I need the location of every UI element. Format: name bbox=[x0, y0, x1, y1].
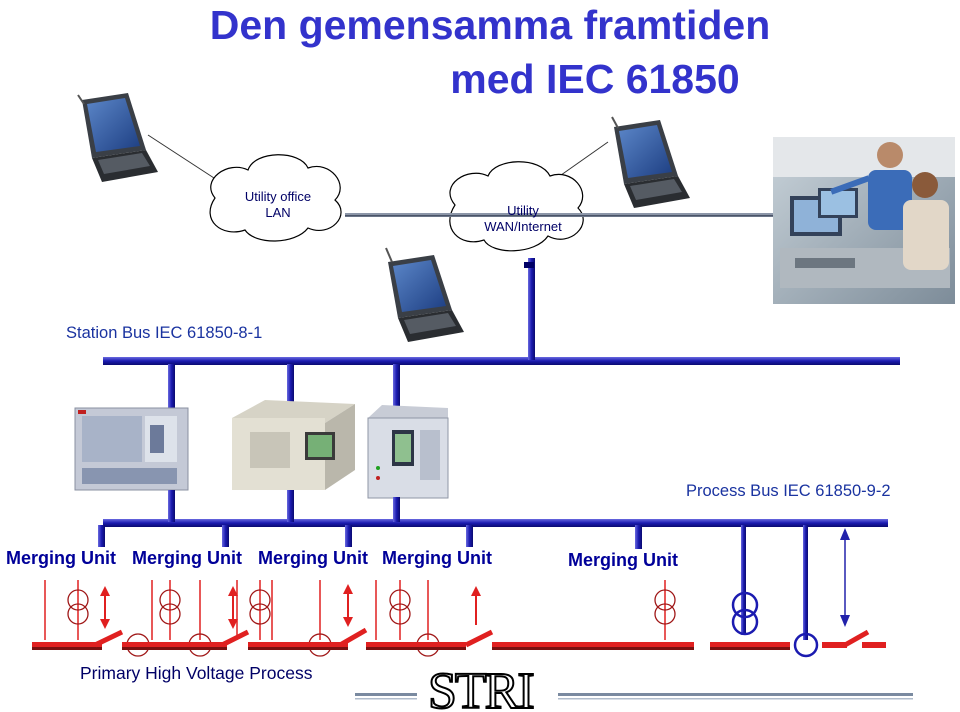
merging-unit-3: Merging Unit bbox=[258, 548, 368, 568]
station-bus-label: Station Bus IEC 61850-8-1 bbox=[66, 324, 263, 342]
title-line-1: Den gemensamma framtiden bbox=[209, 2, 771, 48]
process-bus-label: Process Bus IEC 61850-9-2 bbox=[686, 482, 891, 500]
ied-device-1 bbox=[75, 408, 188, 490]
transformer-icons bbox=[68, 590, 675, 624]
logo-underline bbox=[355, 693, 913, 700]
svg-text:STRI: STRI bbox=[428, 663, 533, 712]
cloud-wan-label bbox=[463, 203, 583, 235]
cloud-wan-line2: WAN/Internet bbox=[484, 219, 562, 234]
primary-process-label: Primary High Voltage Process bbox=[80, 663, 313, 683]
ied-device-2 bbox=[232, 400, 355, 490]
measurement-arrows bbox=[100, 584, 481, 629]
cloud-wan-line1: Utility bbox=[507, 203, 539, 218]
wan-uplink bbox=[528, 258, 535, 360]
title-line-2: med IEC 61850 bbox=[450, 56, 740, 102]
process-bus bbox=[103, 519, 888, 527]
ied-device-3 bbox=[368, 405, 448, 498]
laptop-icon-center bbox=[386, 248, 464, 342]
merging-unit-1: Merging Unit bbox=[6, 548, 116, 568]
primary-process-lines bbox=[45, 580, 665, 640]
laptop-icon-right bbox=[612, 117, 690, 208]
merging-unit-4: Merging Unit bbox=[382, 548, 492, 568]
cloud-office-lan-line2: LAN bbox=[265, 205, 291, 220]
laptop-icon-left bbox=[78, 93, 158, 182]
station-bus bbox=[103, 357, 900, 365]
cloud-office-lan-label bbox=[228, 189, 328, 221]
merging-unit-2: Merging Unit bbox=[132, 548, 242, 568]
primary-busbar bbox=[32, 630, 886, 650]
merging-unit-5: Merging Unit bbox=[568, 550, 678, 570]
cloud-office-lan-line1: Utility office bbox=[244, 189, 312, 204]
control-room-photo bbox=[773, 137, 955, 304]
